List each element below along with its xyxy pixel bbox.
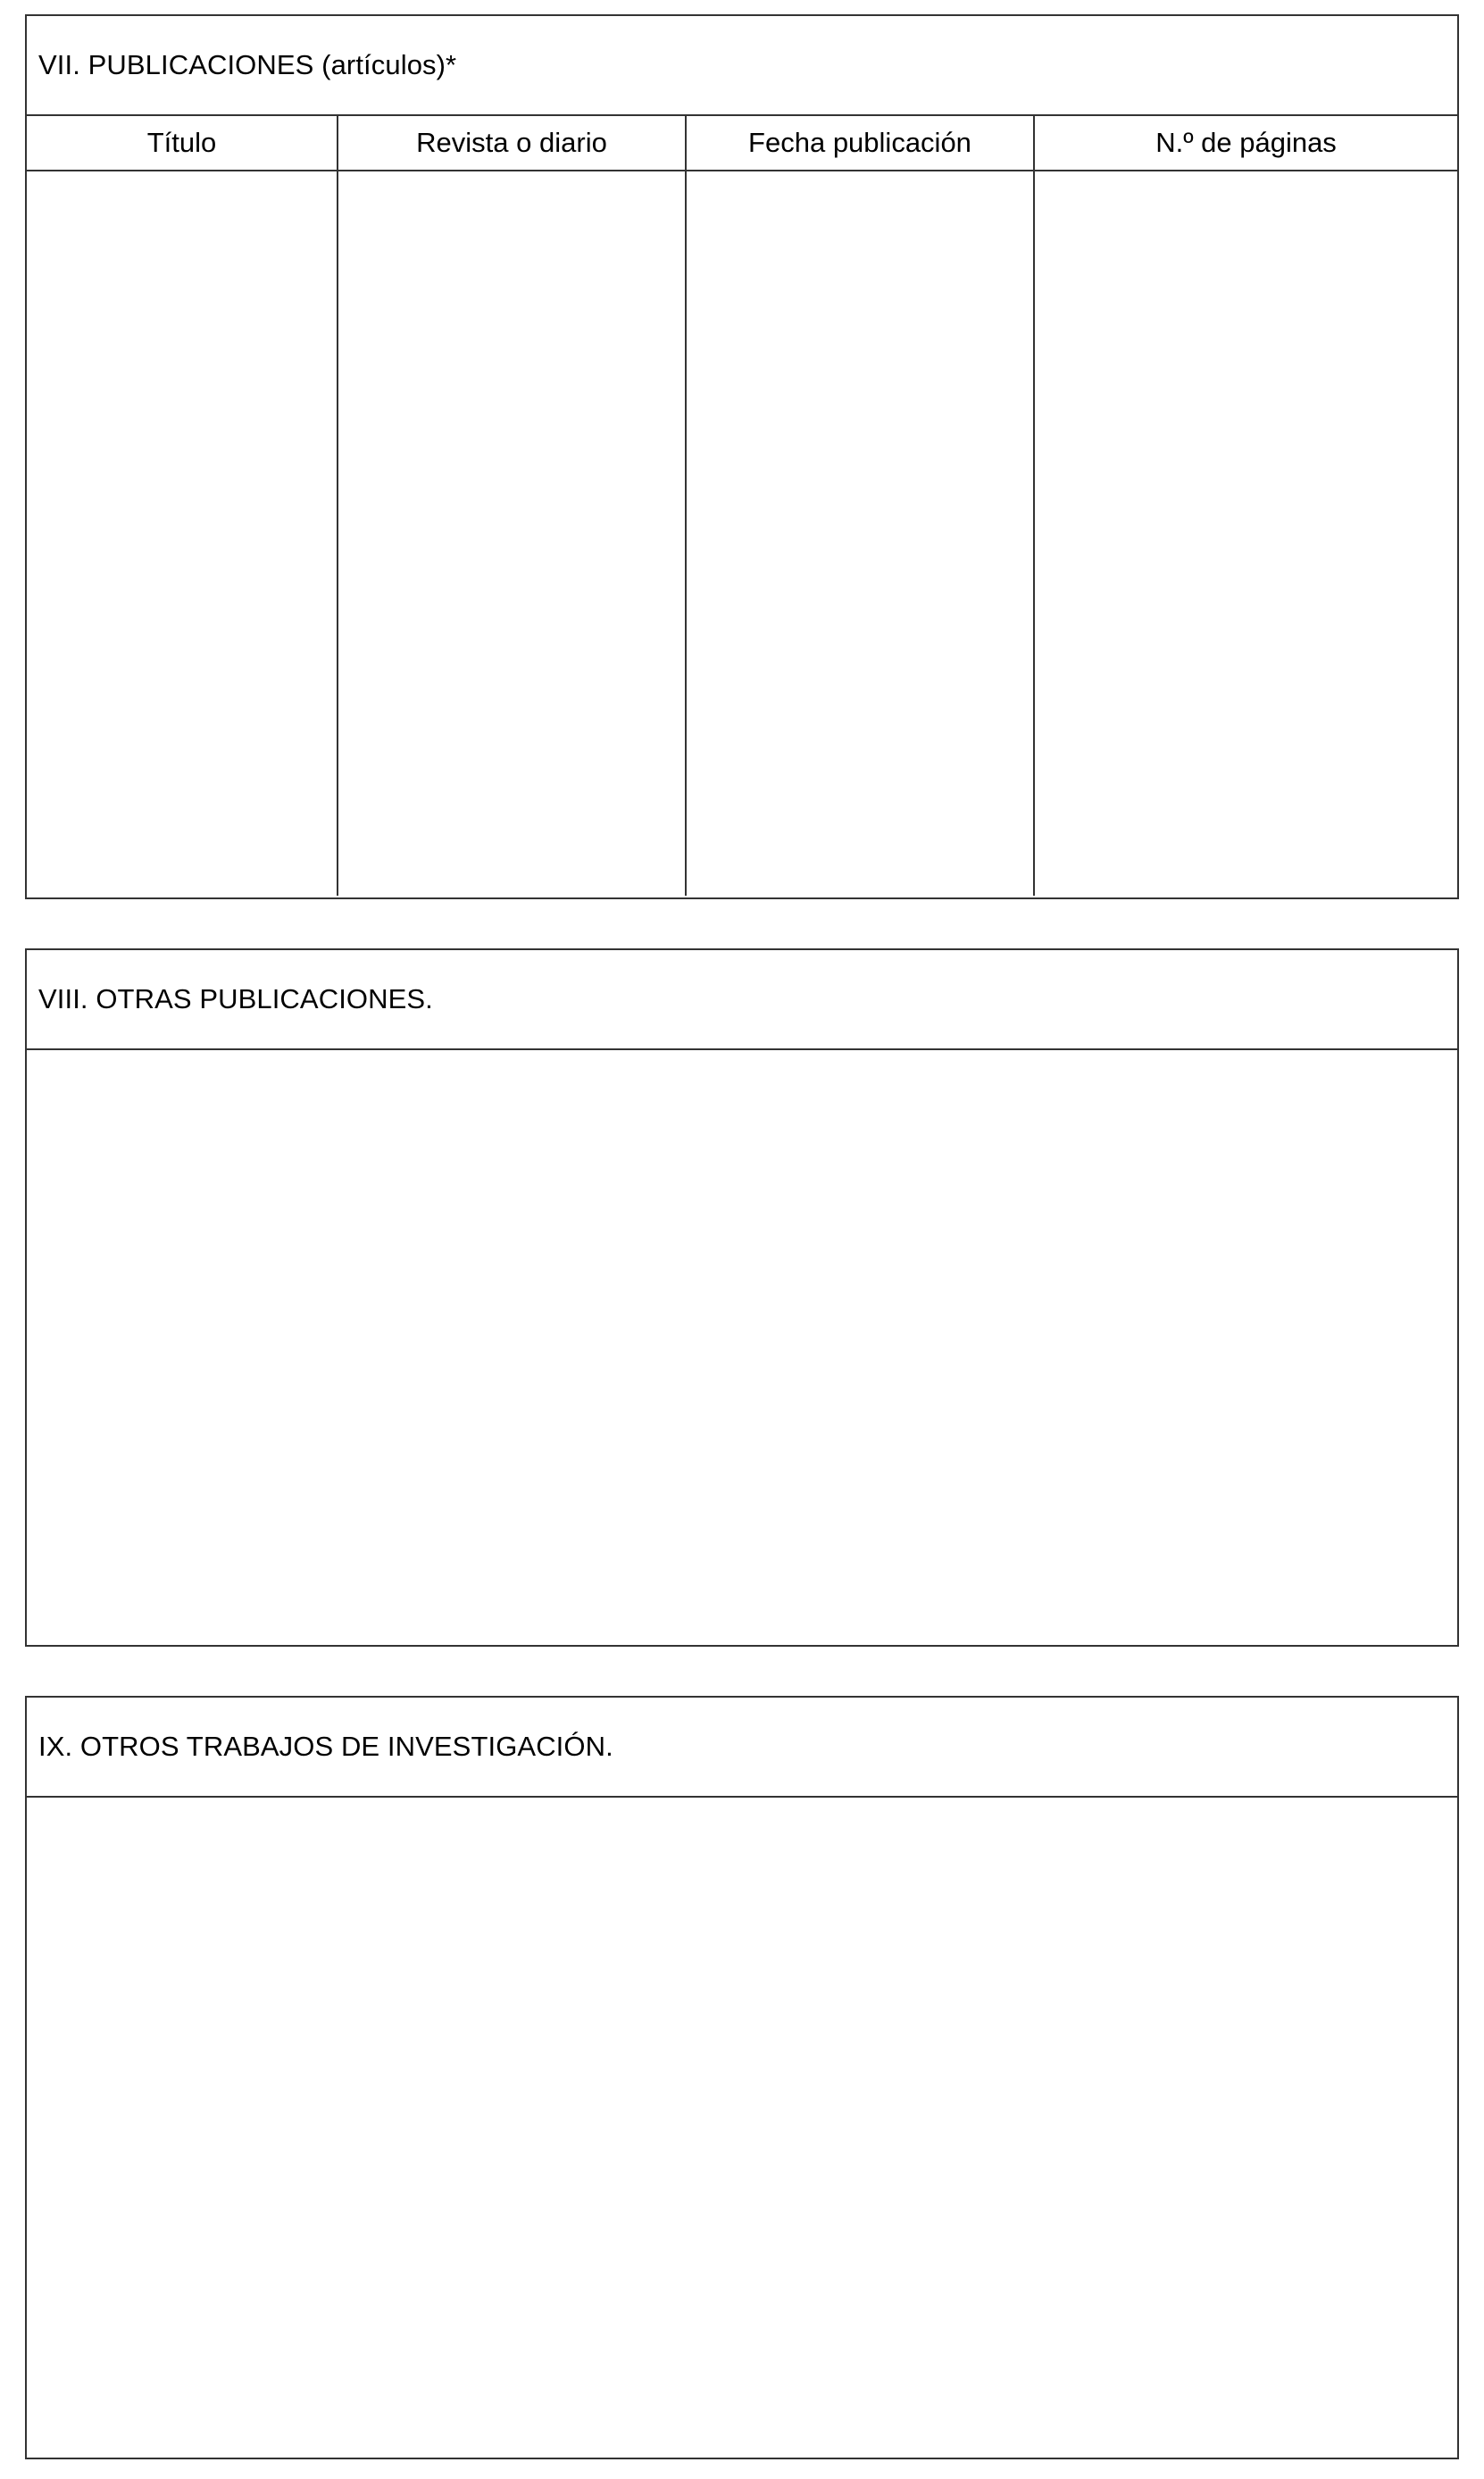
column-header-paginas: N.º de páginas bbox=[1034, 116, 1457, 171]
otras-publicaciones-field[interactable] bbox=[27, 1050, 1457, 1645]
cell-revista[interactable] bbox=[338, 171, 686, 896]
otros-trabajos-field[interactable] bbox=[27, 1798, 1457, 2458]
section-otros-trabajos bbox=[25, 1696, 1459, 2459]
section-otros-trabajos-title: IX. OTROS TRABAJOS DE INVESTIGACIÓN. bbox=[27, 1698, 1457, 1798]
publicaciones-table bbox=[27, 116, 1457, 896]
section-publicaciones-title: VII. PUBLICACIONES (artículos)* bbox=[27, 16, 1457, 116]
section-publicaciones bbox=[25, 14, 1459, 899]
cell-paginas[interactable] bbox=[1034, 171, 1457, 896]
publicaciones-header-row bbox=[27, 116, 1457, 171]
section-otras-publicaciones-title: VIII. OTRAS PUBLICACIONES. bbox=[27, 950, 1457, 1050]
cell-titulo[interactable] bbox=[27, 171, 338, 896]
column-header-titulo: Título bbox=[27, 116, 338, 171]
section-otras-publicaciones bbox=[25, 948, 1459, 1647]
column-header-fecha: Fecha publicación bbox=[686, 116, 1034, 171]
cell-fecha[interactable] bbox=[686, 171, 1034, 896]
column-header-revista: Revista o diario bbox=[338, 116, 686, 171]
publicaciones-entry-row bbox=[27, 171, 1457, 896]
